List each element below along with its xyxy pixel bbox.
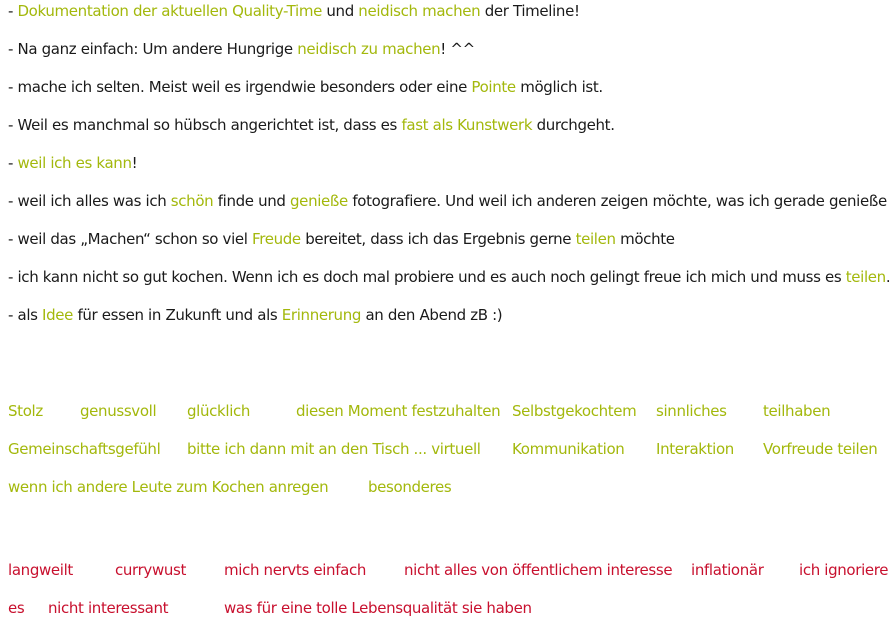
positive-keyword: Stolz <box>8 402 43 420</box>
positive-keyword: Gemeinschaftsgefühl <box>8 440 161 458</box>
positive-keyword: bitte ich dann mit an den Tisch ... virtuell <box>187 440 481 458</box>
statement-line: - als Idee für essen in Zukunft und als Erinnerung an den Abend zB :) <box>8 306 503 324</box>
positive-keyword: Interaktion <box>656 440 734 458</box>
negative-keyword: nicht interessant <box>48 599 169 617</box>
negative-keyword: was für eine tolle Lebensqualität sie haben <box>224 599 532 617</box>
statement-line: - ich kann nicht so gut kochen. Wenn ich es doch mal probiere und es auch noch gelingt freue ich mich und muss es teilen. <box>8 268 891 286</box>
statement-line: - weil ich alles was ich schön finde und genieße fotografiere. Und weil ich anderen zeigen möchte, was ich gerade genieße <box>8 192 887 210</box>
negative-keyword: ich ignoriere <box>799 561 889 579</box>
positive-keyword: teilhaben <box>763 402 831 420</box>
negative-keyword: mich nervts einfach <box>224 561 367 579</box>
negative-keyword: nicht alles von öffentlichem interesse <box>404 561 673 579</box>
positive-keyword: Kommunikation <box>512 440 625 458</box>
positive-keyword: wenn ich andere Leute zum Kochen anregen <box>8 478 329 496</box>
negative-keyword: inflationär <box>691 561 764 579</box>
positive-keyword: Vorfreude teilen <box>763 440 878 458</box>
statement-line: - Weil es manchmal so hübsch angerichtet ist, dass es fast als Kunstwerk durchgeht. <box>8 116 615 134</box>
negative-keyword: langweilt <box>8 561 73 579</box>
statement-line: - Dokumentation der aktuellen Quality-Time und neidisch machen der Timeline! <box>8 2 580 20</box>
positive-keyword: besonderes <box>368 478 452 496</box>
positive-keyword: glücklich <box>187 402 251 420</box>
statement-line: - weil ich es kann! <box>8 154 138 172</box>
statement-line: - mache ich selten. Meist weil es irgendwie besonders oder eine Pointe möglich ist. <box>8 78 603 96</box>
negative-keyword: es <box>8 599 25 617</box>
positive-keyword: diesen Moment festzuhalten <box>296 402 501 420</box>
statement-line: - Na ganz einfach: Um andere Hungrige neidisch zu machen! ^^ <box>8 40 475 58</box>
negative-keyword: currywust <box>115 561 187 579</box>
statement-line: - weil das „Machen“ schon so viel Freude bereitet, dass ich das Ergebnis gerne teilen möchte <box>8 230 675 248</box>
positive-keyword: Selbstgekochtem <box>512 402 637 420</box>
positive-keyword: genussvoll <box>80 402 157 420</box>
positive-keyword: sinnliches <box>656 402 727 420</box>
